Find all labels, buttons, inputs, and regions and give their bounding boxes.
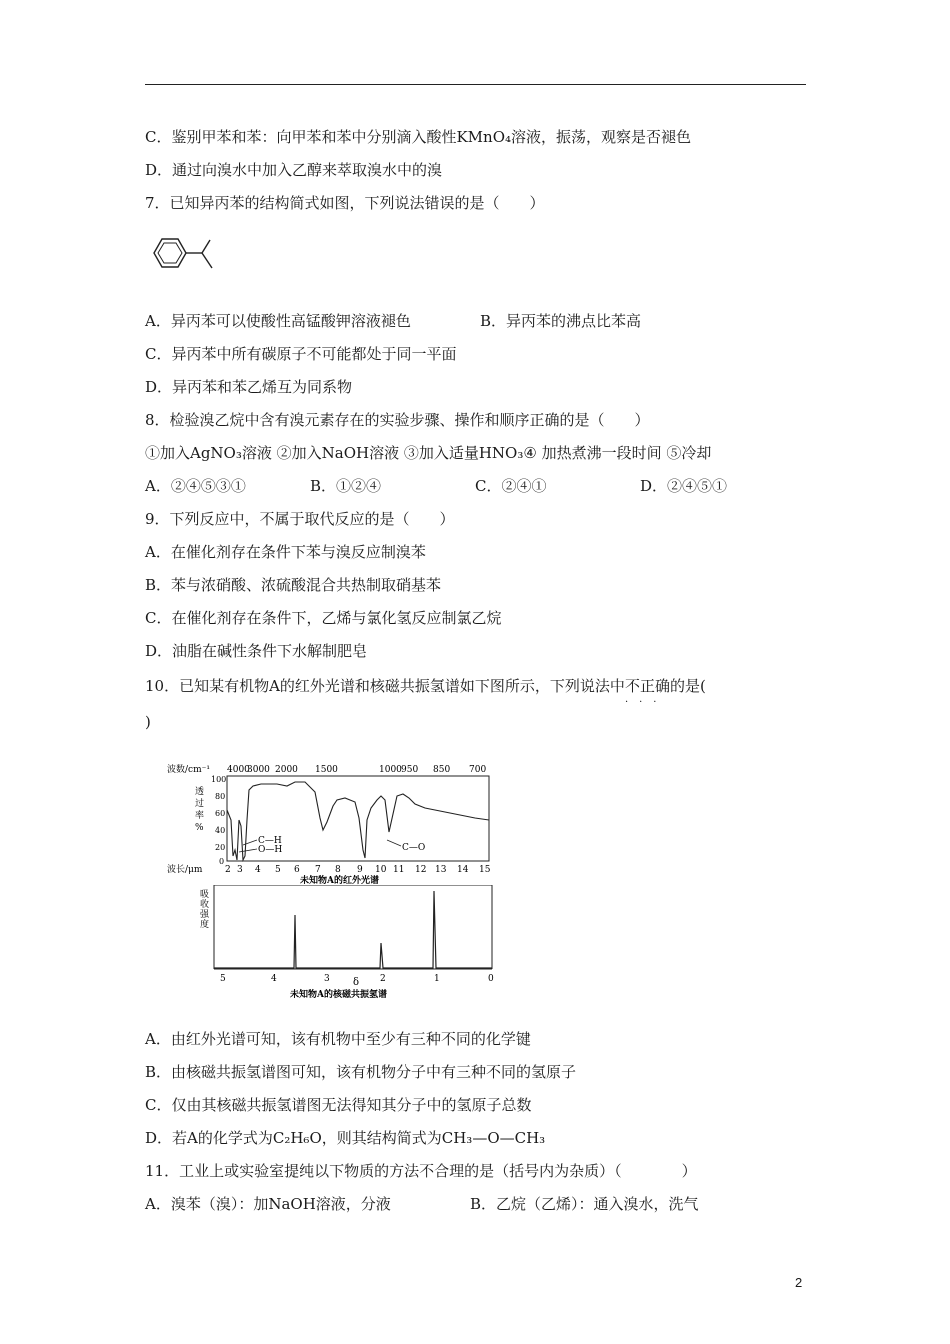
ir-x-ticks [225,865,491,875]
option-c-line: C．鉴别甲苯和苯：向甲苯和苯中分别滴入酸性KMnO₄溶液，振荡，观察是否褪色 [145,128,692,146]
q9-option-b: B．苯与浓硝酸、浓硫酸混合共热制取硝基苯 [145,576,442,594]
ir-spectrum-chart [165,760,505,885]
q7-option-b: B．异丙苯的沸点比苯高 [480,312,642,330]
svg-text:8: 8 [335,865,341,875]
q10-option-a: A．由红外光谱可知，该有机物中至少有三种不同的化学键 [145,1030,531,1048]
nmr-caption: 未知物A的核磁共振氢谱 [290,990,387,1000]
q7-option-c: C．异丙苯中所有碳原子不可能都处于同一平面 [145,345,457,363]
svg-text:7: 7 [315,865,321,875]
nmr-x-label: δ [353,977,360,988]
svg-text:1500: 1500 [315,765,338,775]
nmr-y-label-1: 吸 [200,890,210,900]
q10-option-c: C．仅由其核磁共振氢谱图无法得知其分子中的氢原子总数 [145,1096,532,1114]
question-10-close: ) [145,713,151,731]
svg-text:1000: 1000 [379,765,402,775]
question-10: 10．已知某有机物A的红外光谱和核磁共振氢谱如下图所示，下列说法中不正确 ··· 的是( [145,677,706,708]
svg-text:5: 5 [275,865,281,875]
q10-option-d: D．若A的化学式为C₂H₆O，则其结构简式为CH₃—O—CH₃ [145,1129,546,1147]
svg-text:9: 9 [357,865,363,875]
q11-option-b: B．乙烷（乙烯）：通入溴水，洗气 [470,1195,699,1213]
svg-text:0: 0 [219,857,225,866]
svg-text:950: 950 [401,765,419,775]
svg-text:14: 14 [457,865,469,875]
ir-y-label-3: 率 [195,811,205,821]
isopropylbenzene-structure [144,226,224,282]
q8-option-d: D．②④⑤① [640,477,728,495]
q9-option-c: C．在催化剂存在条件下，乙烯与氯化氢反应制氯乙烷 [145,609,502,627]
svg-text:3000: 3000 [247,765,270,775]
ir-y-label-1: 透 [195,787,205,797]
nmr-y-label-3: 强 [200,910,210,920]
nmr-spectrum-chart [190,885,500,1000]
svg-text:10: 10 [375,865,387,875]
svg-text:80: 80 [215,792,226,801]
svg-text:11: 11 [393,865,405,875]
q8-option-a: A．②④⑤③① [145,477,246,495]
svg-text:3: 3 [324,974,330,984]
svg-text:20: 20 [215,843,226,852]
q9-option-a: A．在催化剂存在条件下苯与溴反应制溴苯 [145,543,426,561]
q11-option-a: A．溴苯（溴）：加NaOH溶液，分液 [145,1195,391,1213]
svg-text:13: 13 [435,865,447,875]
svg-text:40: 40 [215,826,226,835]
q10-option-b: B．由核磁共振氢谱图可知，该有机物分子中有三种不同的氢原子 [145,1063,577,1081]
ir-wavenumber-label: 波数/cm⁻¹ [167,765,210,775]
q9-option-d: D．油脂在碱性条件下水解制肥皂 [145,642,368,660]
svg-text:700: 700 [469,765,487,775]
svg-text:2000: 2000 [275,765,298,775]
svg-text:5: 5 [220,974,226,984]
q8-option-c: C．②④① [475,477,547,495]
ir-bond-co: C—O [402,843,426,853]
ir-y-ticks [211,775,226,866]
nmr-y-label-2: 收 [200,900,210,910]
ir-y-label-4: % [195,823,204,833]
emphasis-text: 不正确 ··· [624,677,670,708]
svg-text:4: 4 [255,865,261,875]
ir-caption: 未知物A的红外光谱 [300,876,379,885]
svg-text:1: 1 [434,974,440,984]
page-number: 2 [795,1275,803,1290]
question-7: 7．已知异丙苯的结构简式如图，下列说法错误的是（ ） [145,194,545,212]
svg-text:3: 3 [237,865,243,875]
question-8: 8．检验溴乙烷中含有溴元素存在的实验步骤、操作和顺序正确的是（ ） [145,411,650,429]
ir-bond-ch: C—H [258,836,282,846]
svg-text:2: 2 [225,865,231,875]
ir-x-label: 波长/μm [167,865,203,875]
svg-text:4000: 4000 [227,765,250,775]
svg-text:60: 60 [215,809,226,818]
svg-text:6: 6 [294,865,300,875]
svg-text:100: 100 [211,775,227,784]
option-d-line: D．通过向溴水中加入乙醇来萃取溴水中的溴 [145,161,443,179]
ir-bond-oh: O—H [258,845,283,855]
ir-wavenumber-ticks [227,765,486,775]
svg-text:0: 0 [488,974,494,984]
svg-text:15: 15 [479,865,491,875]
q8-steps: ①加入AgNO₃溶液 ②加入NaOH溶液 ③加入适量HNO₃④ 加热煮沸一段时间 ⑤冷却 [145,444,712,462]
q7-option-a: A．异丙苯可以使酸性高锰酸钾溶液褪色 [145,312,411,330]
svg-text:850: 850 [433,765,451,775]
q8-option-b: B．①②④ [310,477,382,495]
q7-option-d: D．异丙苯和苯乙烯互为同系物 [145,378,353,396]
header-rule [145,84,806,85]
nmr-y-label-4: 度 [200,920,210,930]
svg-text:2: 2 [380,974,386,984]
ir-y-label-2: 过 [195,799,205,809]
question-11: 11．工业上或实验室提纯以下物质的方法不合理的是（括号内为杂质）（ ） [145,1162,697,1180]
question-9: 9．下列反应中，不属于取代反应的是（ ） [145,510,455,528]
svg-text:4: 4 [271,974,277,984]
svg-text:12: 12 [415,865,427,875]
